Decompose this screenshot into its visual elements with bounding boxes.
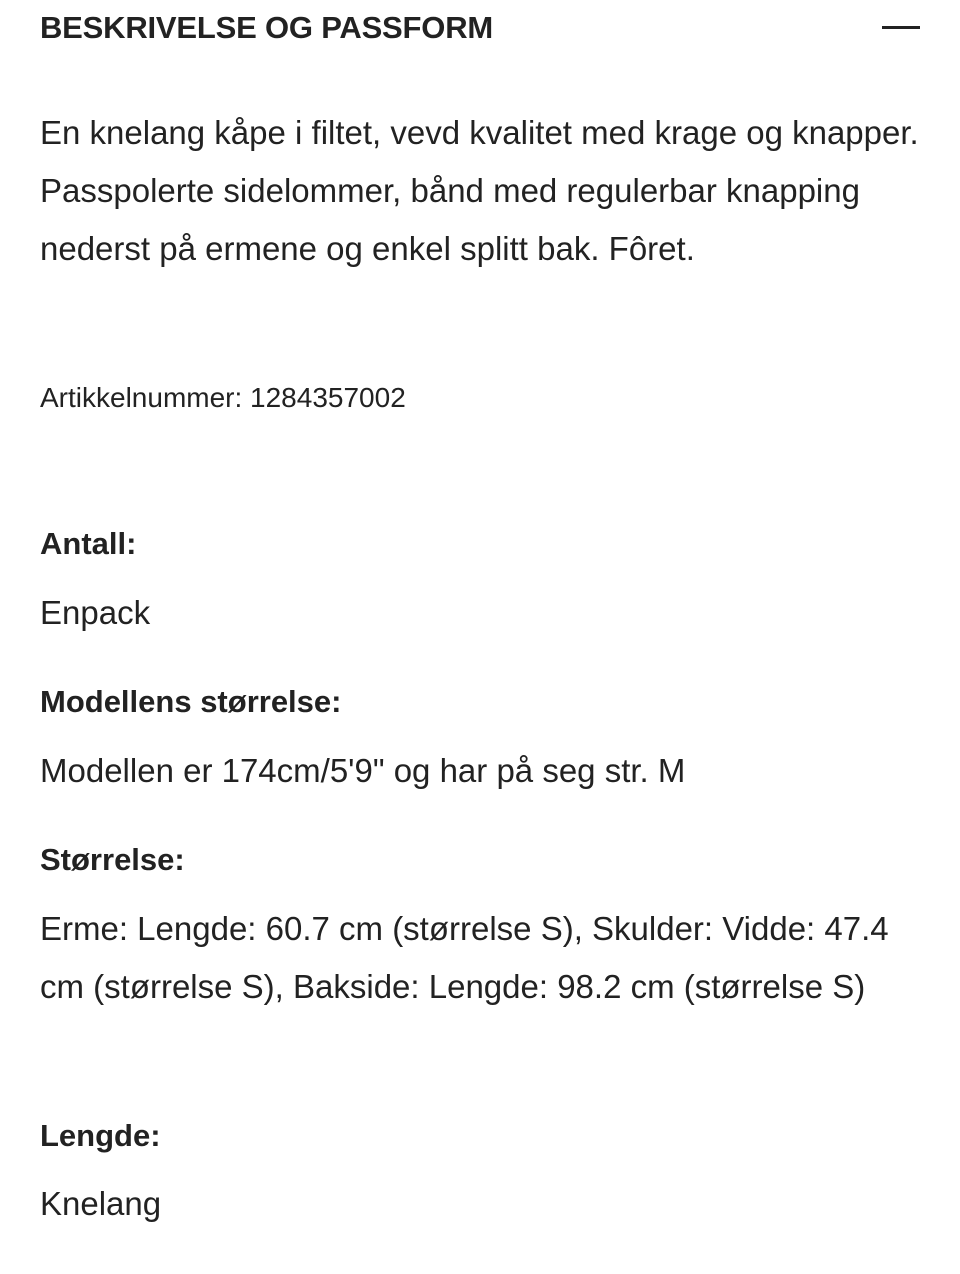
spec-label-quantity: Antall:: [40, 526, 137, 561]
accordion-header-description[interactable]: [40, 6, 920, 50]
spec-label-size: Størrelse:: [40, 842, 185, 877]
spec-label-model-size: Modellens størrelse:: [40, 684, 342, 719]
spec-value-size: Erme: Lengde: 60.7 cm (størrelse S), Skulder: Vidde: 47.4 cm (størrelse S), Bakside: Lengde: 98.2 cm (størrelse S): [40, 910, 889, 1005]
minus-icon[interactable]: [880, 8, 920, 48]
product-description: En knelang kåpe i filtet, vevd kvalitet med krage og knapper. Passpolerte sidelommer, bånd med regulerbar knapping nederst på ermene og enkel splitt bak. Fôret.: [40, 114, 919, 267]
spec-value-quantity: Enpack: [40, 594, 151, 631]
article-number: Artikkelnummer: 1284357002: [40, 382, 406, 413]
spec-value-model-size: Modellen er 174cm/5'9" og har på seg str. M: [40, 752, 686, 789]
spec-value-length: Knelang: [40, 1185, 162, 1222]
spec-label-length: Lengde:: [40, 1118, 161, 1153]
section-title: BESKRIVELSE OG PASSFORM: [40, 10, 493, 45]
